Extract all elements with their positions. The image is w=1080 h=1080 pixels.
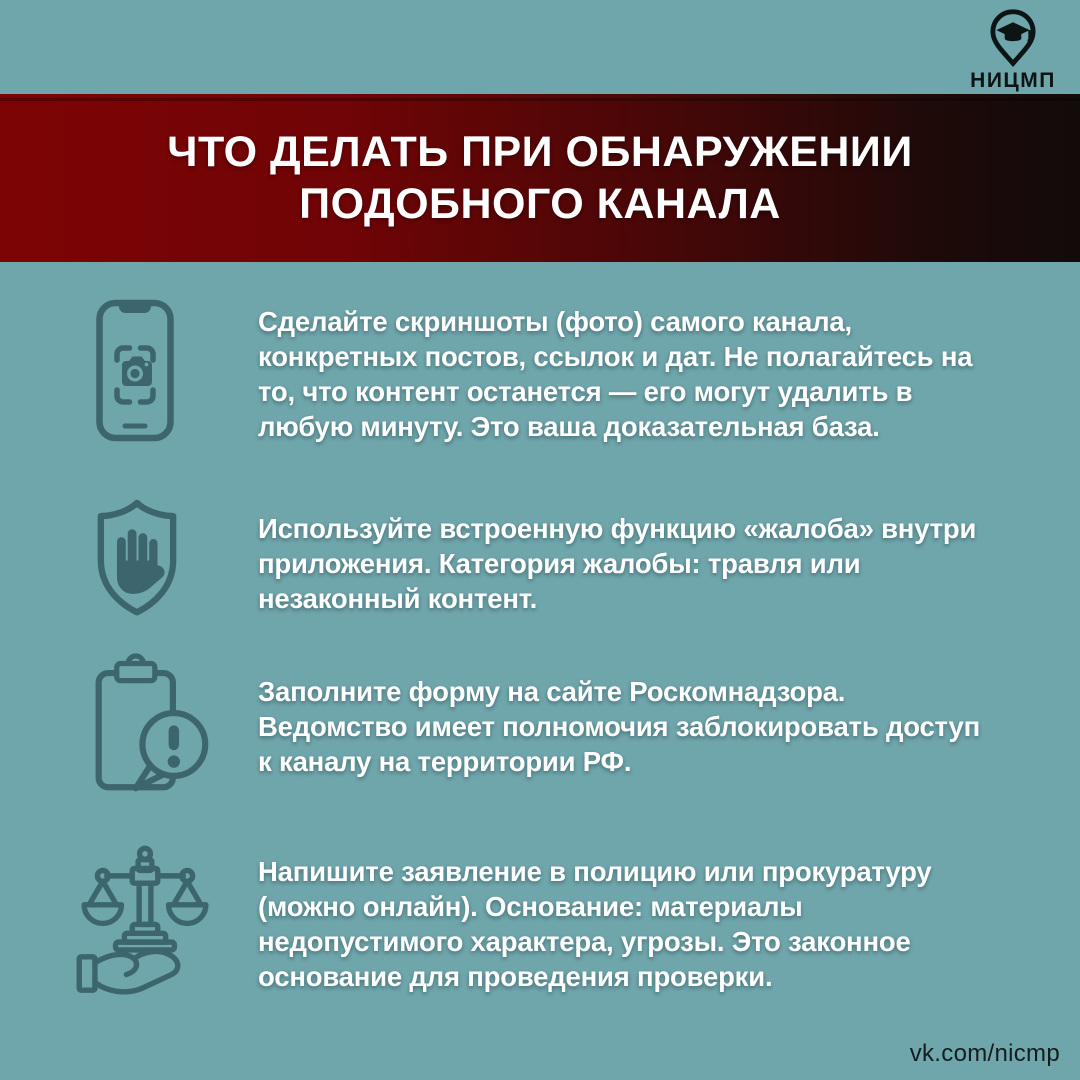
title-line-2: ПОДОБНОГО КАНАЛА (299, 180, 781, 228)
step-text-screenshots: Сделайте скриншоты (фото) самого канала, конкретных постов, ссылок и дат. Не полагайтесь на то, что контент останется — его могут удалить в любую минуту. Это ваша доказательная база. (258, 306, 973, 442)
brand-logo (958, 8, 1068, 93)
title-line-1: ЧТО ДЕЛАТЬ ПРИ ОБНАРУЖЕНИИ (167, 128, 913, 176)
vk-link: vk.com/nicmp (909, 1040, 1060, 1067)
page-title (167, 126, 913, 230)
brand-name: НИЦМП (970, 69, 1056, 92)
phone-screenshot-icon (95, 299, 175, 447)
step-text-roskomnadzor: Заполните форму на сайте Роскомнадзора. Ведомство имеет полномочия заблокировать доступ к каналу на территории РФ. (258, 676, 981, 777)
location-pin-graduation-cap-icon (985, 8, 1041, 68)
shield-stop-hand-icon (87, 498, 187, 630)
clipboard-alert-icon (92, 652, 210, 800)
step-text-report-function: Используйте встроенную функцию «жалоба» внутри приложения. Категория жалобы: травля или незаконный контент. (258, 513, 977, 614)
scales-of-justice-hand-icon (76, 842, 214, 1007)
step-text-police-statement: Напишите заявление в полицию или прокуратуру (можно онлайн). Основание: материалы недопустимого характера, угрозы. Это законное основание для проведения проверки. (258, 856, 932, 992)
title-banner (0, 94, 1080, 262)
